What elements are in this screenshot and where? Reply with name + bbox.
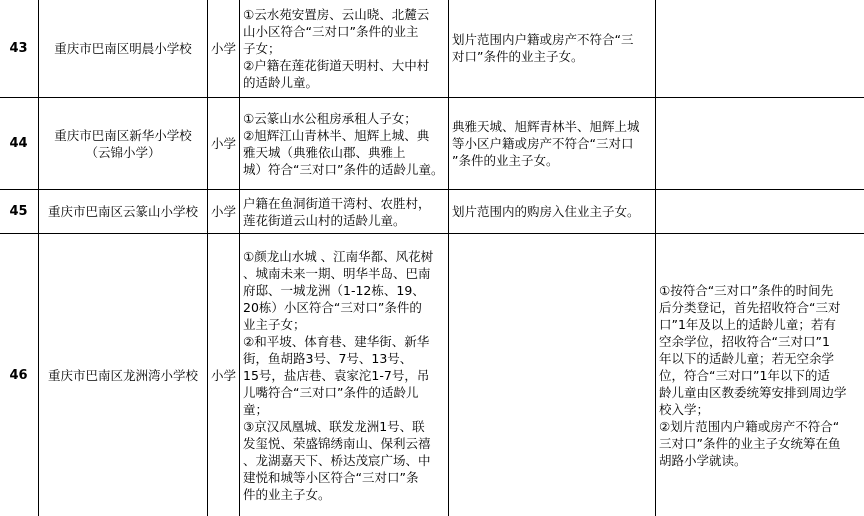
school-level-cell[interactable]: 小学: [208, 98, 240, 190]
cell-text-line: 20栋）小区符合“三对口”条件的: [243, 299, 422, 315]
district-scope-cell[interactable]: [240, 0, 449, 98]
cell-text-line: 位，符合“三对口”1年以下的适: [659, 367, 830, 383]
row-number[interactable]: 43: [0, 0, 39, 98]
district-scope-cell[interactable]: [240, 234, 449, 516]
table-row: [0, 190, 864, 234]
district-scope-cell[interactable]: [240, 98, 449, 190]
cell-text-line: 、城南未来一期、明华半岛、巴南: [243, 265, 431, 281]
cell-text-line: ②划片范围内户籍或房产不符合“: [659, 418, 840, 434]
cell-text-line: 空余学位，招收符合“三对口”1: [659, 333, 830, 349]
cell-text-line: ①云水苑安置房、云山晓、北麓云: [243, 6, 430, 22]
school-name-cell[interactable]: [39, 0, 208, 98]
cell-text-line: 件的业主子女。: [243, 486, 331, 502]
cell-text-line: 业主子女；: [243, 316, 306, 332]
other-enrollment-cell[interactable]: [449, 190, 656, 234]
cell-text-line: 年以下的适龄儿童；若无空余学: [659, 350, 835, 366]
table-row: [0, 0, 864, 98]
row-number[interactable]: 46: [0, 234, 39, 516]
cell-text-line: 童；: [243, 401, 269, 417]
notes-cell[interactable]: [656, 190, 864, 234]
school-name-cell[interactable]: [39, 190, 208, 234]
cell-text-line: 典雅天城、旭辉青林半、旭辉上城: [452, 119, 640, 134]
cell-text-line: 子女；: [243, 40, 281, 56]
notes-cell[interactable]: [656, 98, 864, 190]
cell-text-line: ①按符合“三对口”条件的时间先: [659, 282, 834, 298]
cell-text-line: 划片范围内的购房入住业主子女。: [452, 204, 640, 219]
cell-text-line: ②户籍在莲花街道天明村、大中村: [243, 57, 430, 73]
cell-text-line: 对口”条件的业主子女。: [452, 49, 584, 64]
school-level-cell[interactable]: 小学: [208, 190, 240, 234]
cell-text-line: 莲花街道云山村的适龄儿童。: [243, 212, 406, 228]
cell-text-line: 胡路小学就读。: [659, 452, 747, 468]
cell-text-line: 建悦和城等小区符合“三对口”条: [243, 469, 419, 485]
other-enrollment-cell[interactable]: [449, 98, 656, 190]
cell-text-line: 龄儿童由区教委统筹安排到周边学: [659, 384, 847, 400]
cell-text-line: 等小区户籍或房产不符合“三对口: [452, 136, 634, 151]
cell-text-line: 府邸、一城龙洲（1-12栋、19、: [243, 282, 425, 298]
cell-text-line: 三对口”条件的业主子女统筹在鱼: [659, 435, 841, 451]
cell-text-line: 的适龄儿童。: [243, 74, 319, 90]
row-number[interactable]: 44: [0, 98, 39, 190]
cell-text-line: ①云篆山水公租房承租人子女；: [243, 110, 417, 126]
cell-text-line: ①颜龙山水城 、江南华都、风花树: [243, 248, 434, 264]
notes-cell[interactable]: [656, 234, 864, 516]
cell-text-line: 口”1年及以上的适龄儿童；若有: [659, 316, 836, 332]
cell-text-line: 城）符合“三对口”条件的适龄儿童。: [243, 161, 444, 177]
notes-cell[interactable]: [656, 0, 864, 98]
cell-text-line: 户籍在鱼洞街道干湾村、农胜村，: [243, 195, 431, 211]
cell-text-line: 校入学；: [659, 401, 710, 417]
cell-text-line: 山小区符合“三对口”条件的业主: [243, 23, 419, 39]
school-name-cell[interactable]: [39, 234, 208, 516]
cell-text-line: 后分类登记，首先招收符合“三对: [659, 299, 841, 315]
cell-text-line: 划片范围内户籍或房产不符合“三: [452, 32, 634, 47]
cell-text-line: ②旭辉江山青林半、旭辉上城、典: [243, 127, 430, 143]
cell-text-line: 重庆市巴南区龙洲湾小学校: [47, 367, 198, 383]
cell-text-line: 15号，盐店巷、袁家沱1-7号，吊: [243, 367, 430, 383]
cell-text-line: 重庆市巴南区新华小学校: [54, 127, 192, 143]
cell-text-line: 重庆市巴南区云篆山小学校: [47, 204, 198, 219]
cell-text-line: 重庆市巴南区明晨小学校: [54, 40, 192, 56]
district-scope-cell[interactable]: [240, 190, 449, 234]
cell-text-line: ③京汉凤凰城、联发龙洲1号、联: [243, 418, 425, 434]
other-enrollment-cell[interactable]: [449, 234, 656, 516]
other-enrollment-cell[interactable]: [449, 0, 656, 98]
row-number[interactable]: 45: [0, 190, 39, 234]
school-level-cell[interactable]: 小学: [208, 234, 240, 516]
cell-text-line: （云锦小学）: [85, 144, 161, 160]
cell-text-line: 发玺悦、荣盛锦绣南山、保利云禧: [243, 435, 431, 451]
cell-text-line: 雅天城（典雅依山郡、典雅上: [243, 144, 406, 160]
cell-text-line: ”条件的业主子女。: [452, 153, 559, 168]
cell-text-line: 儿嘴符合“三对口”条件的适龄儿: [243, 384, 419, 400]
table-row: [0, 98, 864, 190]
cell-text-line: 、龙湖嘉天下、桥达茂宸广场、中: [243, 452, 431, 468]
cell-text-line: ②和平坡、体育巷、建华街、新华: [243, 333, 430, 349]
school-name-cell[interactable]: [39, 98, 208, 190]
table-row: [0, 234, 864, 516]
school-level-cell[interactable]: 小学: [208, 0, 240, 98]
cell-text-line: 街，鱼胡路3号、7号、13号、: [243, 350, 413, 366]
